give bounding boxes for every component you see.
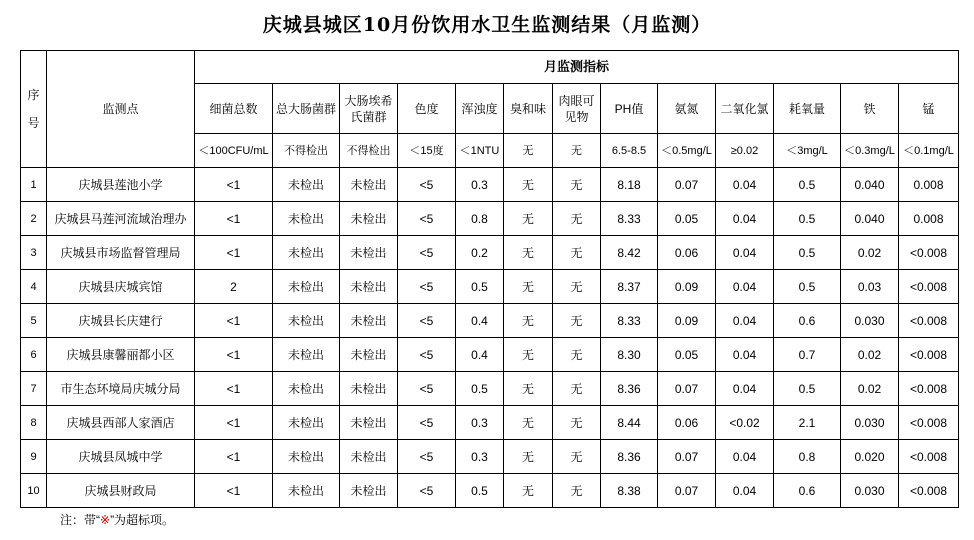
row-value: <1 [195, 440, 273, 474]
indicator-header: PH值 [601, 84, 658, 134]
indicator-header: 耗氧量 [774, 84, 841, 134]
indicator-limit: ＜0.5mg/L [658, 134, 716, 168]
results-table [20, 50, 959, 508]
row-site: 庆城县庆城宾馆 [47, 270, 195, 304]
row-value: 2 [195, 270, 273, 304]
row-value: 0.02 [841, 372, 899, 406]
table-wrapper [20, 50, 960, 528]
row-value: 无 [553, 372, 601, 406]
row-seq: 5 [21, 304, 47, 338]
row-value: 无 [553, 474, 601, 508]
row-value: 未检出 [273, 168, 340, 202]
row-value: 无 [553, 236, 601, 270]
row-value: <0.008 [899, 270, 959, 304]
table-row [21, 270, 959, 304]
row-value: 8.44 [601, 406, 658, 440]
indicator-header: 肉眼可见物 [553, 84, 601, 134]
row-value: 无 [553, 304, 601, 338]
indicator-limit: 6.5-8.5 [601, 134, 658, 168]
row-value: 0.4 [456, 304, 504, 338]
row-value: 0.008 [899, 168, 959, 202]
indicator-limit: 不得检出 [273, 134, 340, 168]
row-value: 0.2 [456, 236, 504, 270]
row-value: 0.06 [658, 406, 716, 440]
row-value: <1 [195, 202, 273, 236]
table-row [21, 304, 959, 338]
row-value: 0.5 [456, 474, 504, 508]
row-site: 庆城县凤城中学 [47, 440, 195, 474]
row-value: <1 [195, 236, 273, 270]
row-value: 无 [504, 168, 553, 202]
row-value: <0.008 [899, 372, 959, 406]
row-seq: 6 [21, 338, 47, 372]
header-seq: 序号 [21, 51, 47, 168]
table-row [21, 168, 959, 202]
row-value: 0.04 [716, 474, 774, 508]
row-site: 庆城县康馨丽都小区 [47, 338, 195, 372]
row-seq: 1 [21, 168, 47, 202]
row-seq: 7 [21, 372, 47, 406]
row-value: 0.5 [456, 270, 504, 304]
row-value: <0.008 [899, 304, 959, 338]
row-value: 0.6 [774, 304, 841, 338]
row-value: 无 [504, 406, 553, 440]
indicator-header: 大肠埃希氏菌群 [340, 84, 398, 134]
row-value: <5 [398, 406, 456, 440]
row-value: 未检出 [340, 168, 398, 202]
row-value: 0.09 [658, 270, 716, 304]
row-value: 0.8 [774, 440, 841, 474]
indicator-limit: ≥0.02 [716, 134, 774, 168]
row-value: 8.38 [601, 474, 658, 508]
row-value: <5 [398, 270, 456, 304]
row-value: 0.3 [456, 440, 504, 474]
row-value: 0.05 [658, 338, 716, 372]
row-value: <5 [398, 168, 456, 202]
row-value: 0.040 [841, 202, 899, 236]
row-value: 0.04 [716, 372, 774, 406]
indicator-limit: ＜0.1mg/L [899, 134, 959, 168]
row-value: 0.09 [658, 304, 716, 338]
row-value: 无 [553, 338, 601, 372]
footnote [60, 512, 960, 528]
table-row [21, 372, 959, 406]
row-value: 未检出 [340, 372, 398, 406]
indicator-limit: 无 [553, 134, 601, 168]
row-value: 未检出 [273, 202, 340, 236]
table-row [21, 406, 959, 440]
row-value: 未检出 [273, 440, 340, 474]
indicator-limit: 不得检出 [340, 134, 398, 168]
row-value: <1 [195, 372, 273, 406]
row-value: 未检出 [273, 474, 340, 508]
row-value: 0.07 [658, 372, 716, 406]
row-site: 庆城县莲池小学 [47, 168, 195, 202]
row-value: <1 [195, 168, 273, 202]
row-value: 0.02 [841, 338, 899, 372]
row-value: 0.04 [716, 440, 774, 474]
row-value: 0.008 [899, 202, 959, 236]
row-value: 8.33 [601, 202, 658, 236]
row-value: 0.5 [774, 270, 841, 304]
row-value: 0.020 [841, 440, 899, 474]
row-value: 无 [504, 372, 553, 406]
row-value: 0.04 [716, 236, 774, 270]
row-value: <1 [195, 338, 273, 372]
row-value: 0.8 [456, 202, 504, 236]
row-value: 8.36 [601, 372, 658, 406]
row-value: <5 [398, 304, 456, 338]
indicator-limit: ＜100CFU/mL [195, 134, 273, 168]
row-site: 市生态环境局庆城分局 [47, 372, 195, 406]
indicator-header: 色度 [398, 84, 456, 134]
indicator-header: 铁 [841, 84, 899, 134]
row-value: 0.07 [658, 440, 716, 474]
row-value: <0.008 [899, 474, 959, 508]
row-value: 无 [504, 474, 553, 508]
table-row [21, 338, 959, 372]
row-value: 未检出 [273, 270, 340, 304]
row-value: 未检出 [340, 406, 398, 440]
row-value: 未检出 [273, 338, 340, 372]
row-value: 0.3 [456, 406, 504, 440]
exceed-mark: ※ [100, 513, 111, 527]
row-value: 未检出 [273, 236, 340, 270]
row-value: 0.03 [841, 270, 899, 304]
row-site: 庆城县市场监督管理局 [47, 236, 195, 270]
row-value: 2.1 [774, 406, 841, 440]
row-value: 8.37 [601, 270, 658, 304]
row-value: 无 [553, 270, 601, 304]
row-value: 0.04 [716, 202, 774, 236]
indicator-limit: 无 [504, 134, 553, 168]
row-value: 0.5 [774, 168, 841, 202]
row-value: 8.42 [601, 236, 658, 270]
row-value: 0.030 [841, 304, 899, 338]
table-row [21, 440, 959, 474]
row-value: 未检出 [340, 202, 398, 236]
note-prefix: 注：带“ [60, 513, 100, 527]
row-value: 无 [504, 304, 553, 338]
row-value: 0.030 [841, 406, 899, 440]
row-value: <1 [195, 304, 273, 338]
indicator-header: 浑浊度 [456, 84, 504, 134]
row-value: <5 [398, 338, 456, 372]
table-row [21, 202, 959, 236]
row-value: <5 [398, 474, 456, 508]
row-site: 庆城县西部人家酒店 [47, 406, 195, 440]
row-value: 无 [553, 168, 601, 202]
page-title: 庆城县城区10月份饮用水卫生监测结果（月监测） [262, 14, 712, 36]
indicator-header: 总大肠菌群 [273, 84, 340, 134]
row-value: <0.008 [899, 338, 959, 372]
row-value: 0.5 [774, 372, 841, 406]
row-value: <5 [398, 372, 456, 406]
row-site: 庆城县马莲河流域治理办 [47, 202, 195, 236]
row-value: 0.6 [774, 474, 841, 508]
row-value: 0.030 [841, 474, 899, 508]
row-value: 无 [504, 440, 553, 474]
row-value: 未检出 [340, 440, 398, 474]
indicator-limit: ＜0.3mg/L [841, 134, 899, 168]
indicator-limit: ＜15度 [398, 134, 456, 168]
row-value: 0.5 [774, 236, 841, 270]
row-value: 0.7 [774, 338, 841, 372]
row-value: <1 [195, 474, 273, 508]
header-site: 监测点 [47, 51, 195, 168]
row-seq: 8 [21, 406, 47, 440]
row-value: 0.07 [658, 168, 716, 202]
row-value: <0.008 [899, 236, 959, 270]
row-value: 无 [553, 406, 601, 440]
indicator-header: 臭和味 [504, 84, 553, 134]
row-value: 8.36 [601, 440, 658, 474]
row-value: 无 [504, 338, 553, 372]
indicator-header: 细菌总数 [195, 84, 273, 134]
row-seq: 10 [21, 474, 47, 508]
row-value: <5 [398, 440, 456, 474]
row-value: <5 [398, 202, 456, 236]
row-value: 0.5 [774, 202, 841, 236]
note-suffix: ”为超标项。 [110, 513, 175, 527]
row-seq: 4 [21, 270, 47, 304]
row-site: 庆城县长庆建行 [47, 304, 195, 338]
row-value: 0.040 [841, 168, 899, 202]
indicator-header: 二氧化氯 [716, 84, 774, 134]
row-value: 无 [504, 202, 553, 236]
row-value: <1 [195, 406, 273, 440]
row-value: 8.33 [601, 304, 658, 338]
indicator-limit: ＜3mg/L [774, 134, 841, 168]
row-value: 0.07 [658, 474, 716, 508]
row-value: 未检出 [340, 304, 398, 338]
row-value: 无 [553, 202, 601, 236]
indicator-limit: ＜1NTU [456, 134, 504, 168]
row-value: 8.30 [601, 338, 658, 372]
row-seq: 9 [21, 440, 47, 474]
row-value: 0.04 [716, 338, 774, 372]
row-value: 无 [504, 236, 553, 270]
row-value: 0.5 [456, 372, 504, 406]
row-value: 未检出 [273, 304, 340, 338]
row-value: <0.008 [899, 440, 959, 474]
header-group: 月监测指标 [195, 51, 959, 84]
row-value: <5 [398, 236, 456, 270]
row-value: 0.04 [716, 270, 774, 304]
row-value: 0.04 [716, 304, 774, 338]
row-value: 0.06 [658, 236, 716, 270]
row-seq: 3 [21, 236, 47, 270]
row-value: <0.02 [716, 406, 774, 440]
row-value: 无 [504, 270, 553, 304]
row-value: 0.02 [841, 236, 899, 270]
row-value: 无 [553, 440, 601, 474]
indicator-header: 氨氮 [658, 84, 716, 134]
table-row [21, 236, 959, 270]
row-value: 0.3 [456, 168, 504, 202]
row-value: 未检出 [340, 474, 398, 508]
row-value: <0.008 [899, 406, 959, 440]
row-value: 0.04 [716, 168, 774, 202]
row-value: 未检出 [273, 372, 340, 406]
row-value: 0.05 [658, 202, 716, 236]
indicator-header: 锰 [899, 84, 959, 134]
table-row [21, 474, 959, 508]
row-value: 未检出 [340, 236, 398, 270]
row-value: 未检出 [273, 406, 340, 440]
row-value: 未检出 [340, 270, 398, 304]
row-seq: 2 [21, 202, 47, 236]
row-value: 未检出 [340, 338, 398, 372]
row-site: 庆城县财政局 [47, 474, 195, 508]
row-value: 0.4 [456, 338, 504, 372]
row-value: 8.18 [601, 168, 658, 202]
